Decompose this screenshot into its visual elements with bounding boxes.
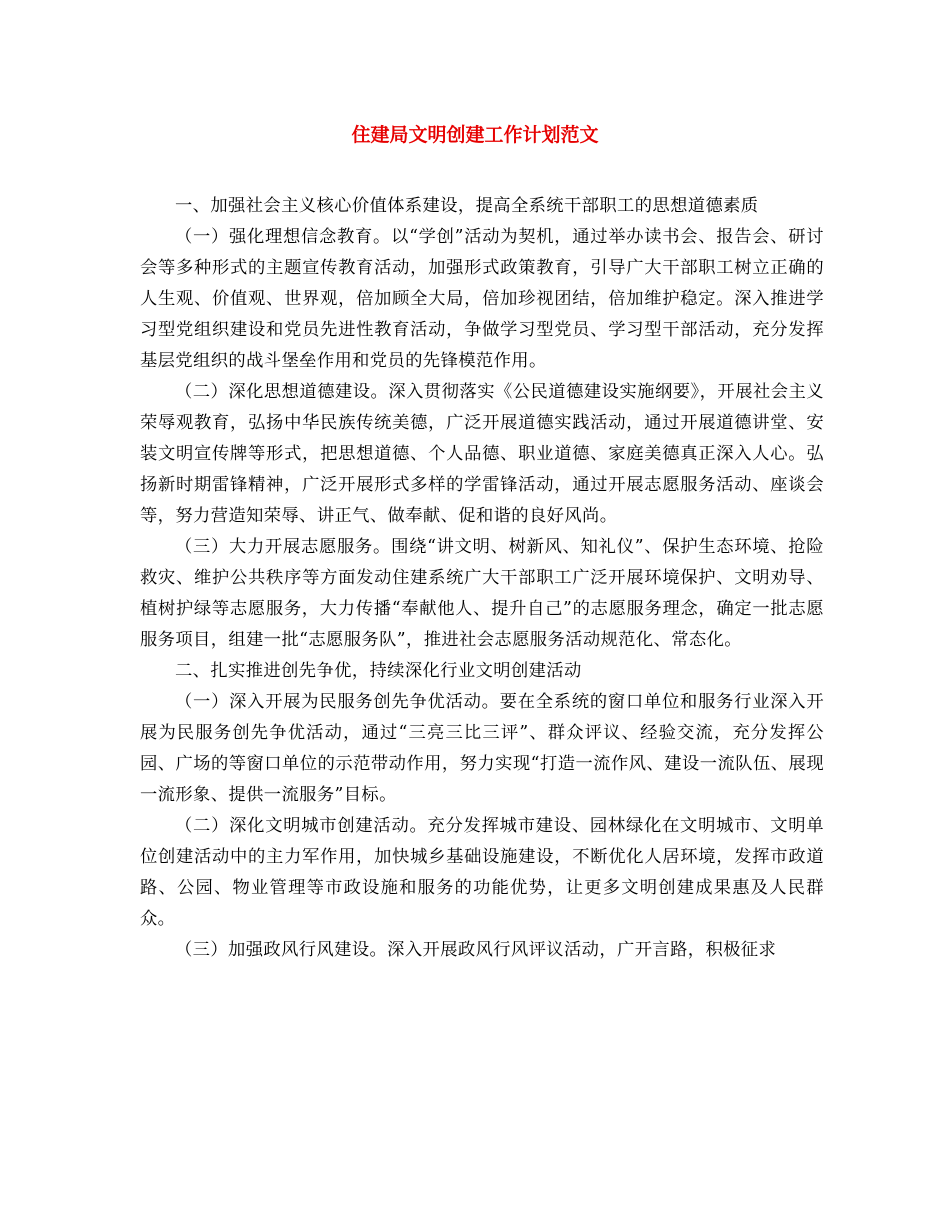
paragraph-1-2: （二）深化思想道德建设。深入贯彻落实《公民道德建设实施纲要》，开展社会主义荣辱观教育，弘扬中华民族传统美德，广泛开展道德实践活动，通过开展道德讲堂、安装文明宣传牌等形式，把思想道德、个人品德、职业道德、家庭美德真正深入人心。弘扬新时期雷锋精神，广泛开展形式多样的学雷锋活动，通过开展志愿服务活动、座谈会等，努力营造知荣辱、讲正气、做奉献、促和谐的良好风尚。 (140, 382, 824, 526)
document-body (140, 191, 824, 966)
paragraph-2-2: （二）深化文明城市创建活动。充分发挥城市建设、园林绿化在文明城市、文明单位创建活动中的主力军作用，加快城乡基础设施建设，不断优化人居环境，发挥市政道路、公园、物业管理等市政设施和服务的功能优势，让更多文明创建成果惠及人民群众。 (140, 816, 824, 929)
paragraph-2-1: （一）深入开展为民服务创先争优活动。要在全系统的窗口单位和服务行业深入开展为民服务创先争优活动，通过“三亮三比三评”、群众评议、经验交流，充分发挥公园、广场的等窗口单位的示范带动作用，努力实现“打造一流作风、建设一流队伍、展现一流形象、提供一流服务”目标。 (140, 692, 824, 805)
document-title: 住建局文明创建工作计划范文 (351, 124, 599, 146)
section-heading-2: 二、扎实推进创先争优，持续深化行业文明创建活动 (175, 661, 582, 681)
paragraph-1-1: （一）强化理想信念教育。以“学创”活动为契机，通过举办读书会、报告会、研讨会等多种形式的主题宣传教育活动，加强形式政策教育，引导广大干部职工树立正确的人生观、价值观、世界观，倍加顾全大局，倍加珍视团结，倍加维护稳定。深入推进学习型党组织建设和党员先进性教育活动，争做学习型党员、学习型干部活动，充分发挥基层党组织的战斗堡垒作用和党员的先锋模范作用。 (140, 227, 824, 371)
paragraph-1-3: （三）大力开展志愿服务。围绕“讲文明、树新风、知礼仪”、保护生态环境、抢险救灾、维护公共秩序等方面发动住建系统广大干部职工广泛开展环境保护、文明劝导、植树护绿等志愿服务，大力传播“奉献他人、提升自己”的志愿服务理念，确定一批志愿服务项目，组建一批“志愿服务队”，推进社会志愿服务活动规范化、常态化。 (140, 537, 824, 650)
section-heading-1: 一、加强社会主义核心价值体系建设，提高全系统干部职工的思想道德素质 (175, 196, 759, 216)
paragraph-2-3: （三）加强政风行风建设。深入开展政风行风评议活动，广开言路，积极征求 (175, 940, 777, 960)
